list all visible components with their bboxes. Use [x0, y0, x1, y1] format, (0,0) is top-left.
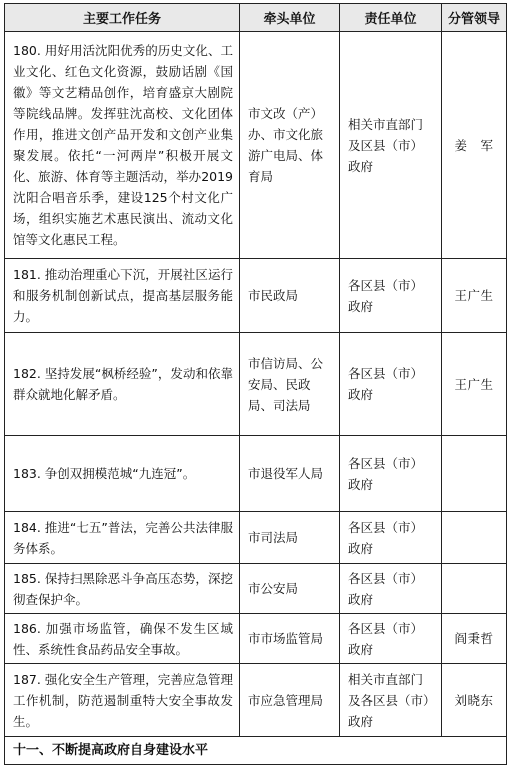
- header-leader: 分管领导: [442, 4, 507, 32]
- leader-cell: 王广生: [442, 259, 507, 333]
- table-row: [5, 664, 507, 737]
- task-cell: 185. 保持扫黑除恶斗争高压态势，深挖彻查保护伞。: [5, 564, 240, 614]
- header-responsible-unit: 责任单位: [340, 4, 442, 32]
- responsible-unit-cell: 各区县（市）政府: [340, 259, 442, 333]
- leader-cell: 刘晓东: [442, 664, 507, 737]
- task-cell: 184. 推进“七五”普法，完善公共法律服务体系。: [5, 512, 240, 564]
- responsible-unit-cell: 各区县（市）政府: [340, 333, 442, 436]
- lead-unit-cell: 市公安局: [240, 564, 340, 614]
- lead-unit-cell: 市文改（产）办、市文化旅游广电局、体育局: [240, 32, 340, 259]
- leader-cell: [442, 512, 507, 564]
- responsible-unit-cell: 相关市直部门及区县（市）政府: [340, 32, 442, 259]
- responsible-unit-cell: 各区县（市）政府: [340, 436, 442, 512]
- section-row: [5, 737, 507, 765]
- table-row: [5, 436, 507, 512]
- task-cell: 183. 争创双拥模范城“九连冠”。: [5, 436, 240, 512]
- lead-unit-cell: 市司法局: [240, 512, 340, 564]
- leader-cell: 姜 军: [442, 32, 507, 259]
- responsible-unit-cell: 相关市直部门及各区县（市）政府: [340, 664, 442, 737]
- table-row: [5, 259, 507, 333]
- task-cell: 182. 坚持发展“枫桥经验”，发动和依靠群众就地化解矛盾。: [5, 333, 240, 436]
- table-row: [5, 512, 507, 564]
- task-cell: 186. 加强市场监管，确保不发生区域性、系统性食品药品安全事故。: [5, 614, 240, 664]
- lead-unit-cell: 市民政局: [240, 259, 340, 333]
- lead-unit-cell: 市退役军人局: [240, 436, 340, 512]
- table-row: [5, 32, 507, 259]
- task-cell: 187. 强化安全生产管理，完善应急管理工作机制，防范遏制重特大安全事故发生。: [5, 664, 240, 737]
- table-row: [5, 333, 507, 436]
- leader-cell: 王广生: [442, 333, 507, 436]
- task-table: [4, 3, 507, 765]
- leader-cell: [442, 436, 507, 512]
- leader-cell: [442, 564, 507, 614]
- leader-cell: 阎秉哲: [442, 614, 507, 664]
- table-row: [5, 564, 507, 614]
- responsible-unit-cell: 各区县（市）政府: [340, 614, 442, 664]
- lead-unit-cell: 市信访局、公安局、民政局、司法局: [240, 333, 340, 436]
- lead-unit-cell: 市市场监管局: [240, 614, 340, 664]
- responsible-unit-cell: 各区县（市）政府: [340, 564, 442, 614]
- header-row: [5, 4, 507, 32]
- section-heading: 十一、不断提高政府自身建设水平: [5, 737, 507, 765]
- lead-unit-cell: 市应急管理局: [240, 664, 340, 737]
- header-lead-unit: 牵头单位: [240, 4, 340, 32]
- table-row: [5, 614, 507, 664]
- task-cell: 181. 推动治理重心下沉，开展社区运行和服务机制创新试点，提高基层服务能力。: [5, 259, 240, 333]
- responsible-unit-cell: 各区县（市）政府: [340, 512, 442, 564]
- header-main-task: 主要工作任务: [5, 4, 240, 32]
- task-cell: 180. 用好用活沈阳优秀的历史文化、工业文化、红色文化资源，鼓励话剧《国徽》等文艺精品创作，培育盛京大剧院等院线品牌。发挥驻沈高校、文化团体作用，推进文创产品开发和文创产业集聚发展。依托“一河两岸”积极开展文化、旅游、体育等主题活动，举办2019沈阳合唱音乐季，建设125个村文化广场，组织实施艺术惠民演出、流动文化馆等文化惠民工程。: [5, 32, 240, 259]
